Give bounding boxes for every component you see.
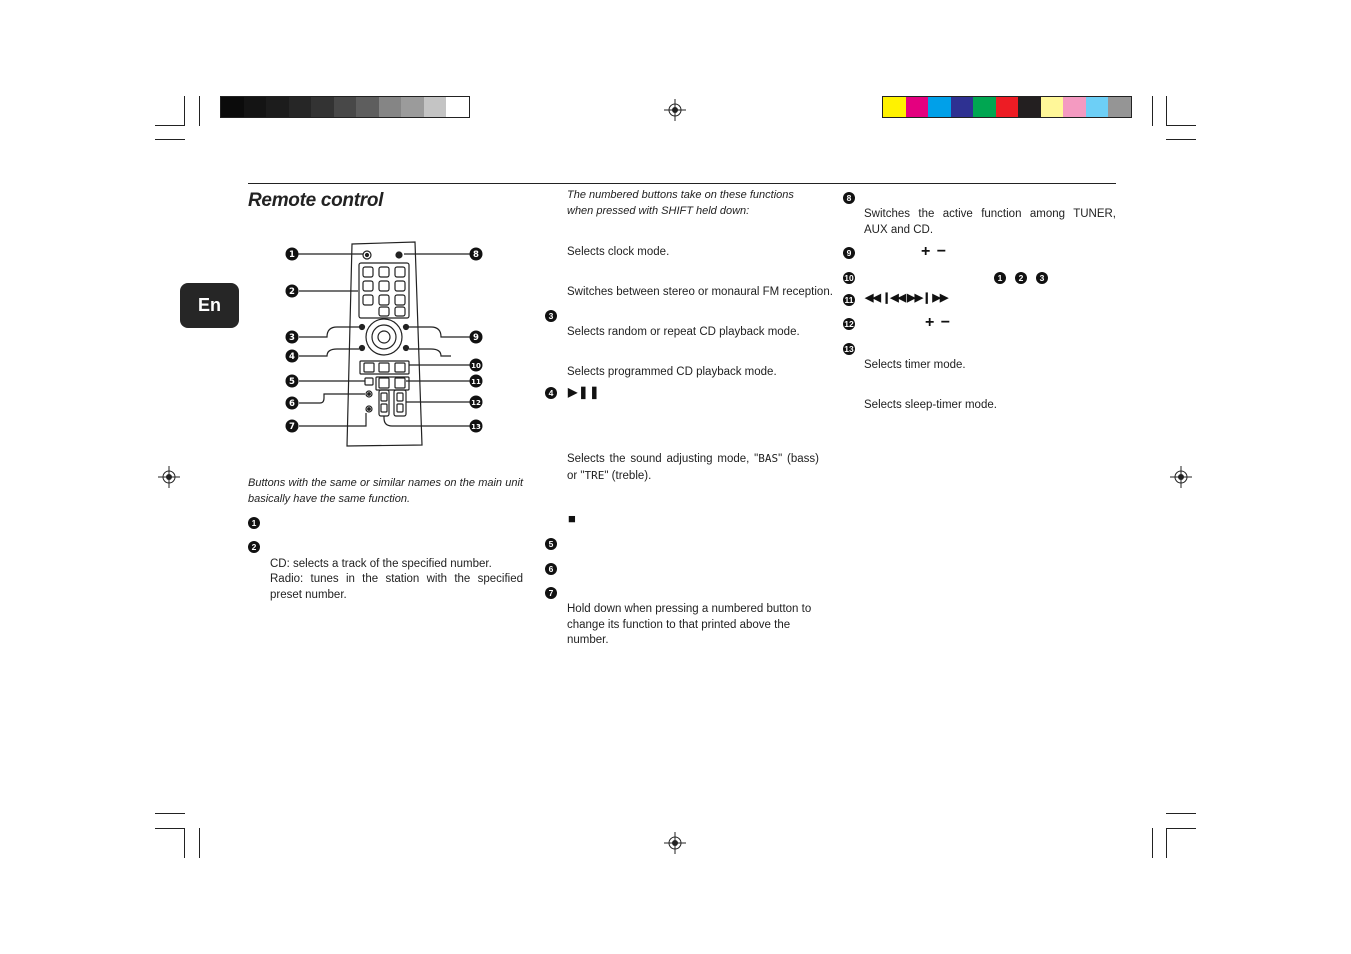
illustration-callout-label-10: 10: [471, 362, 481, 370]
grays-swatch-0: [221, 97, 244, 117]
colors-swatch-4: [973, 97, 996, 117]
sound-desc: Selects the sound adjusting mode, "BAS" (bass) or "TRE" (treble).: [567, 452, 819, 482]
callout-7-badge: 7: [545, 587, 557, 599]
callout-2-ref: 2: [1015, 272, 1027, 284]
callout-1-badge: 1: [248, 517, 260, 529]
timer-desc: Selects timer mode.: [864, 359, 966, 371]
callout-4-badge: 4: [545, 387, 557, 399]
volume-plus-minus-icon: + −: [921, 243, 948, 260]
color-calibration-bar: [882, 96, 1132, 118]
illustration-callout-label-12: 12: [471, 399, 481, 407]
colors-swatch-0: [883, 97, 906, 117]
colors-swatch-5: [996, 97, 1019, 117]
grays-swatch-1: [244, 97, 267, 117]
colors-swatch-6: [1018, 97, 1041, 117]
colors-swatch-1: [906, 97, 929, 117]
header-rule: [248, 183, 1116, 184]
registration-mark-icon: [158, 466, 180, 488]
remote-control-illustration: [280, 238, 490, 450]
colors-swatch-3: [951, 97, 974, 117]
stop-icon: ■: [568, 511, 577, 526]
illustration-callout-label-1: 1: [289, 250, 295, 260]
callout-12-badge: 12: [844, 319, 854, 329]
grays-swatch-5: [334, 97, 357, 117]
item-2-radio: Radio: tunes in the station with the specified preset number.: [270, 573, 523, 601]
grays-swatch-10: [446, 97, 469, 117]
registration-mark-icon: [1170, 466, 1192, 488]
illustration-callout-label-6: 6: [289, 399, 295, 409]
page-title: Remote control: [248, 190, 384, 211]
play-pause-icon: ▶❚❚: [568, 385, 601, 399]
callout-1-ref: 1: [994, 272, 1006, 284]
registration-mark-icon: [664, 99, 686, 121]
colors-swatch-8: [1063, 97, 1086, 117]
grays-swatch-4: [311, 97, 334, 117]
callout-9-badge: 9: [843, 247, 855, 259]
callout-13-badge: 13: [844, 344, 854, 354]
callout-3-ref: 3: [1036, 272, 1048, 284]
illustration-callout-label-8: 8: [473, 250, 479, 260]
illustration-callout-label-13: 13: [471, 423, 481, 431]
stereo-desc: Switches between stereo or monaural FM reception.: [567, 286, 833, 298]
illustration-callout-label-7: 7: [289, 422, 295, 432]
language-tab: En: [180, 283, 239, 328]
callout-6-badge: 6: [545, 563, 557, 575]
illustration-callout-label-2: 2: [289, 287, 295, 297]
illustration-callout-label-3: 3: [289, 333, 295, 343]
colors-swatch-10: [1108, 97, 1131, 117]
grays-swatch-8: [401, 97, 424, 117]
grays-swatch-2: [266, 97, 289, 117]
registration-mark-icon: [664, 832, 686, 854]
clock-desc: Selects clock mode.: [567, 246, 670, 258]
item-2-cd: CD: selects a track of the specified number.: [270, 558, 492, 570]
colors-swatch-2: [928, 97, 951, 117]
shift-intro: The numbered buttons take on these functions when pressed with SHIFT held down:: [567, 189, 794, 217]
grayscale-calibration-bar: [220, 96, 470, 118]
program-desc: Selects programmed CD playback mode.: [567, 366, 777, 378]
illustration-callout-label-9: 9: [473, 333, 479, 343]
illustration-callout-label-4: 4: [289, 352, 295, 362]
colors-swatch-9: [1086, 97, 1109, 117]
tuning-plus-minus-icon: + −: [925, 314, 952, 331]
grays-swatch-3: [289, 97, 312, 117]
illustration-callout-label-5: 5: [289, 377, 295, 387]
random-desc: Selects random or repeat CD playback mode.: [567, 326, 800, 338]
callout-5-badge: 5: [545, 538, 557, 550]
grays-swatch-7: [379, 97, 402, 117]
grays-swatch-6: [356, 97, 379, 117]
shift-desc: Hold down when pressing a numbered button to change its function to that printed above the number.: [567, 603, 812, 646]
illustration-callout-label-11: 11: [471, 378, 481, 386]
left-intro: Buttons with the same or similar names on the main unit basically have the same function.: [248, 477, 523, 505]
callout-10-badge: 10: [844, 273, 854, 283]
callout-11-badge: 11: [844, 295, 854, 305]
callout-8-badge: 8: [843, 192, 855, 204]
grays-swatch-9: [424, 97, 447, 117]
callout-2-badge: 2: [248, 541, 260, 553]
function-desc: Switches the active function among TUNER, AUX and CD.: [864, 208, 1116, 236]
colors-swatch-7: [1041, 97, 1064, 117]
callout-3-badge: 3: [545, 310, 557, 322]
skip-search-icons: ◀◀ ❙◀◀ ▶▶❙ ▶▶: [865, 292, 948, 304]
sleep-desc: Selects sleep-timer mode.: [864, 399, 997, 411]
